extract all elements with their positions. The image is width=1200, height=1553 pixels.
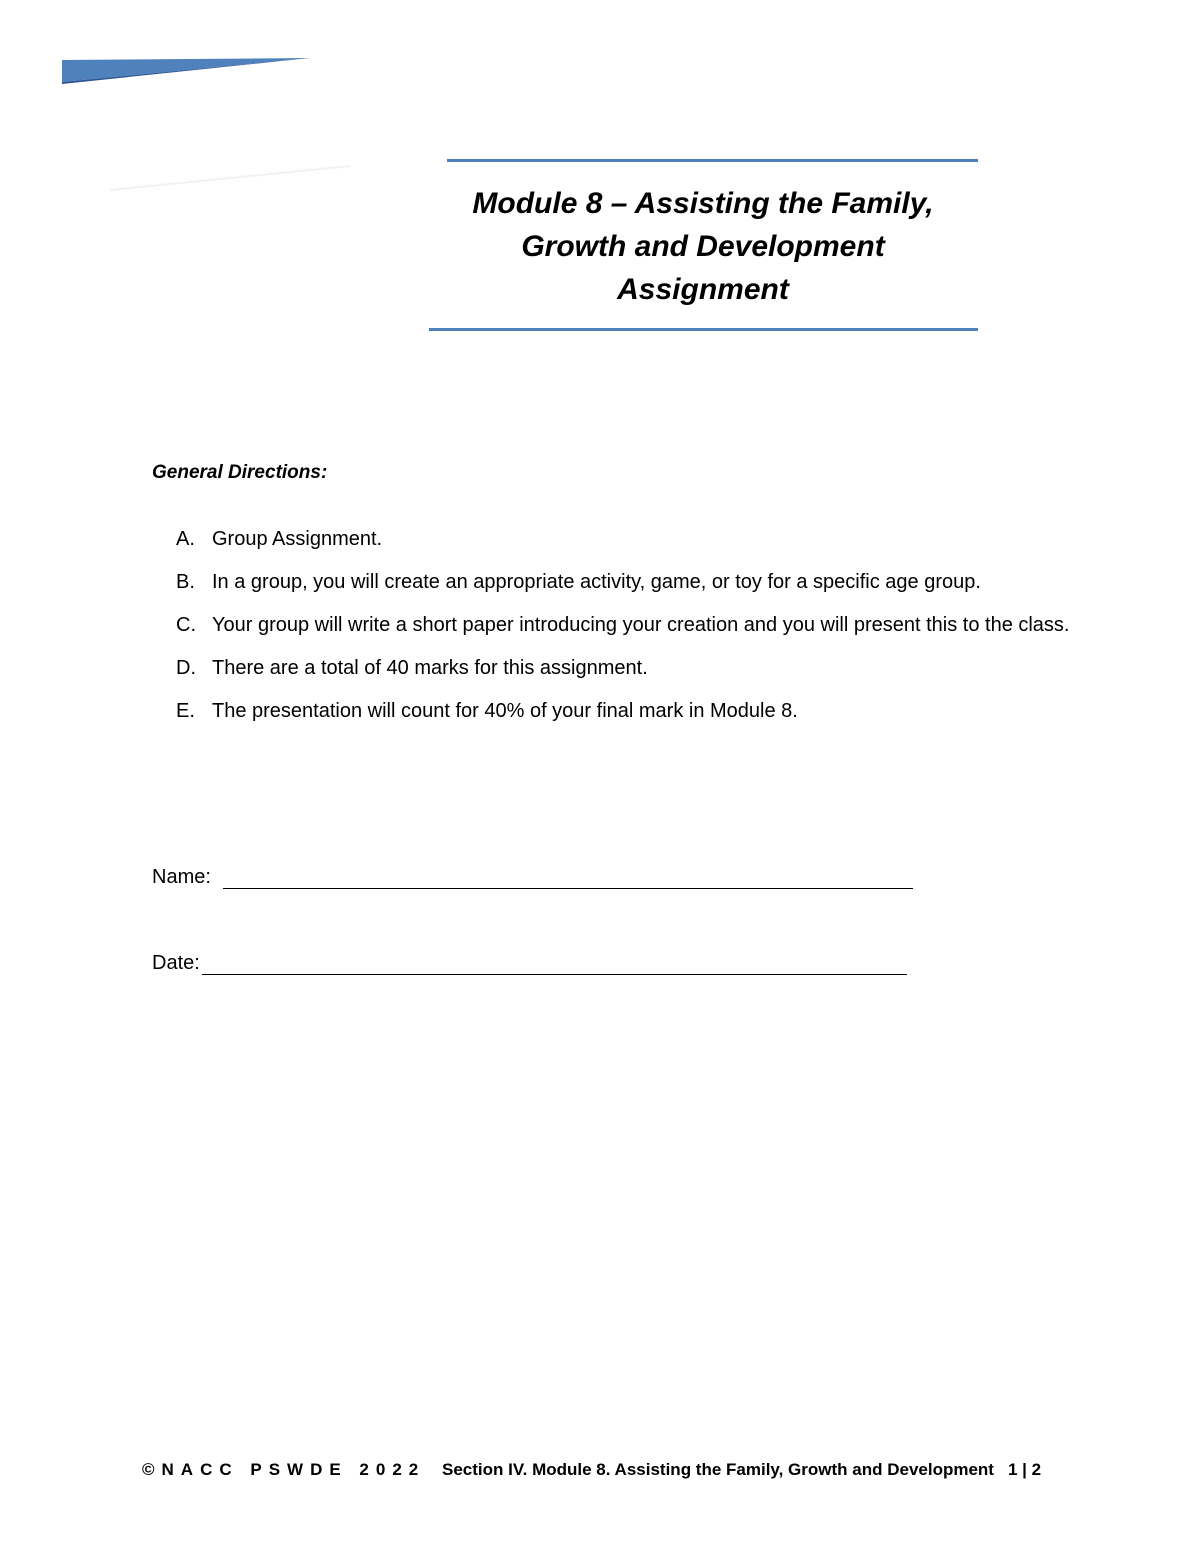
title-top-rule xyxy=(447,159,978,162)
list-marker: D. xyxy=(176,657,196,679)
name-field-row xyxy=(152,866,913,889)
list-item-text: In a group, you will create an appropriate activity, game, or toy for a specific age group. xyxy=(212,571,981,593)
list-marker: E. xyxy=(176,700,195,722)
corner-logo-graphic xyxy=(60,56,360,201)
list-item xyxy=(176,518,1096,561)
page-footer xyxy=(142,1460,1052,1480)
name-label: Name: xyxy=(152,866,211,888)
list-marker: B. xyxy=(176,571,195,593)
list-item xyxy=(176,604,1096,647)
footer-copyright: ©NACC PSWDE 2022 xyxy=(142,1460,426,1479)
list-item-text: Your group will write a short paper introducing your creation and you will present this to the class. xyxy=(212,614,1070,636)
title-line-3: Assignment xyxy=(617,273,789,306)
list-item xyxy=(176,647,1096,690)
name-field[interactable] xyxy=(223,866,913,889)
directions-list xyxy=(176,518,1096,733)
title-line-2: Growth and Development xyxy=(521,230,885,263)
list-marker: A. xyxy=(176,528,195,550)
list-item-text: There are a total of 40 marks for this assignment. xyxy=(212,657,648,679)
title-line-1: Module 8 – Assisting the Family, xyxy=(472,187,934,220)
footer-section: Section IV. Module 8. Assisting the Family, Growth and Development xyxy=(442,1460,994,1479)
list-item-text: The presentation will count for 40% of your final mark in Module 8. xyxy=(212,700,798,722)
date-field-row xyxy=(152,952,907,975)
list-item-text: Group Assignment. xyxy=(212,528,383,550)
date-field[interactable] xyxy=(202,952,907,975)
directions-heading: General Directions: xyxy=(152,462,328,483)
list-item xyxy=(176,690,1096,733)
date-label: Date: xyxy=(152,952,200,974)
page-title xyxy=(420,182,986,311)
list-marker: C. xyxy=(176,614,196,636)
title-bottom-rule xyxy=(429,328,978,331)
footer-page-number: 1 | 2 xyxy=(1007,1460,1042,1479)
list-item xyxy=(176,561,1096,604)
